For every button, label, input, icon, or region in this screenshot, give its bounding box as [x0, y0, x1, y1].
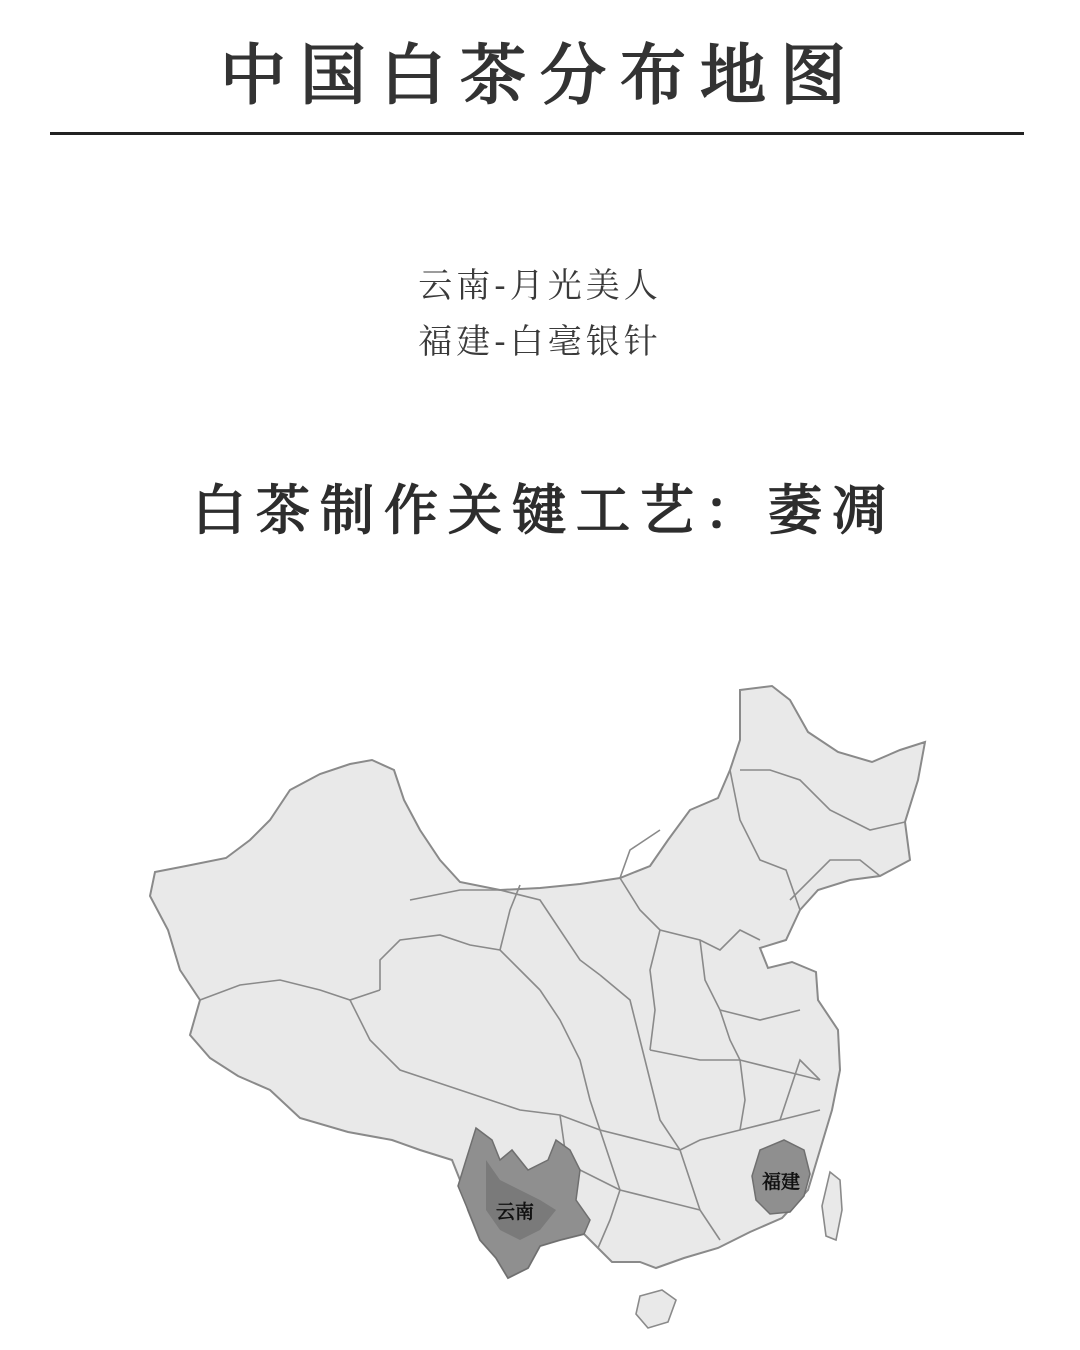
island-hainan: [636, 1290, 676, 1328]
key-process-text: 白茶制作关键工艺：萎凋: [192, 478, 896, 542]
label-yunnan: 云南: [496, 1201, 535, 1223]
island-taiwan: [822, 1172, 842, 1240]
label-fujian: 福建: [762, 1171, 801, 1193]
region-yunnan-text: 云南-月光美人: [418, 266, 662, 306]
region-fujian-text: 福建-白毫银针: [418, 322, 662, 362]
page-title: 中国白茶分布地图: [220, 36, 860, 114]
